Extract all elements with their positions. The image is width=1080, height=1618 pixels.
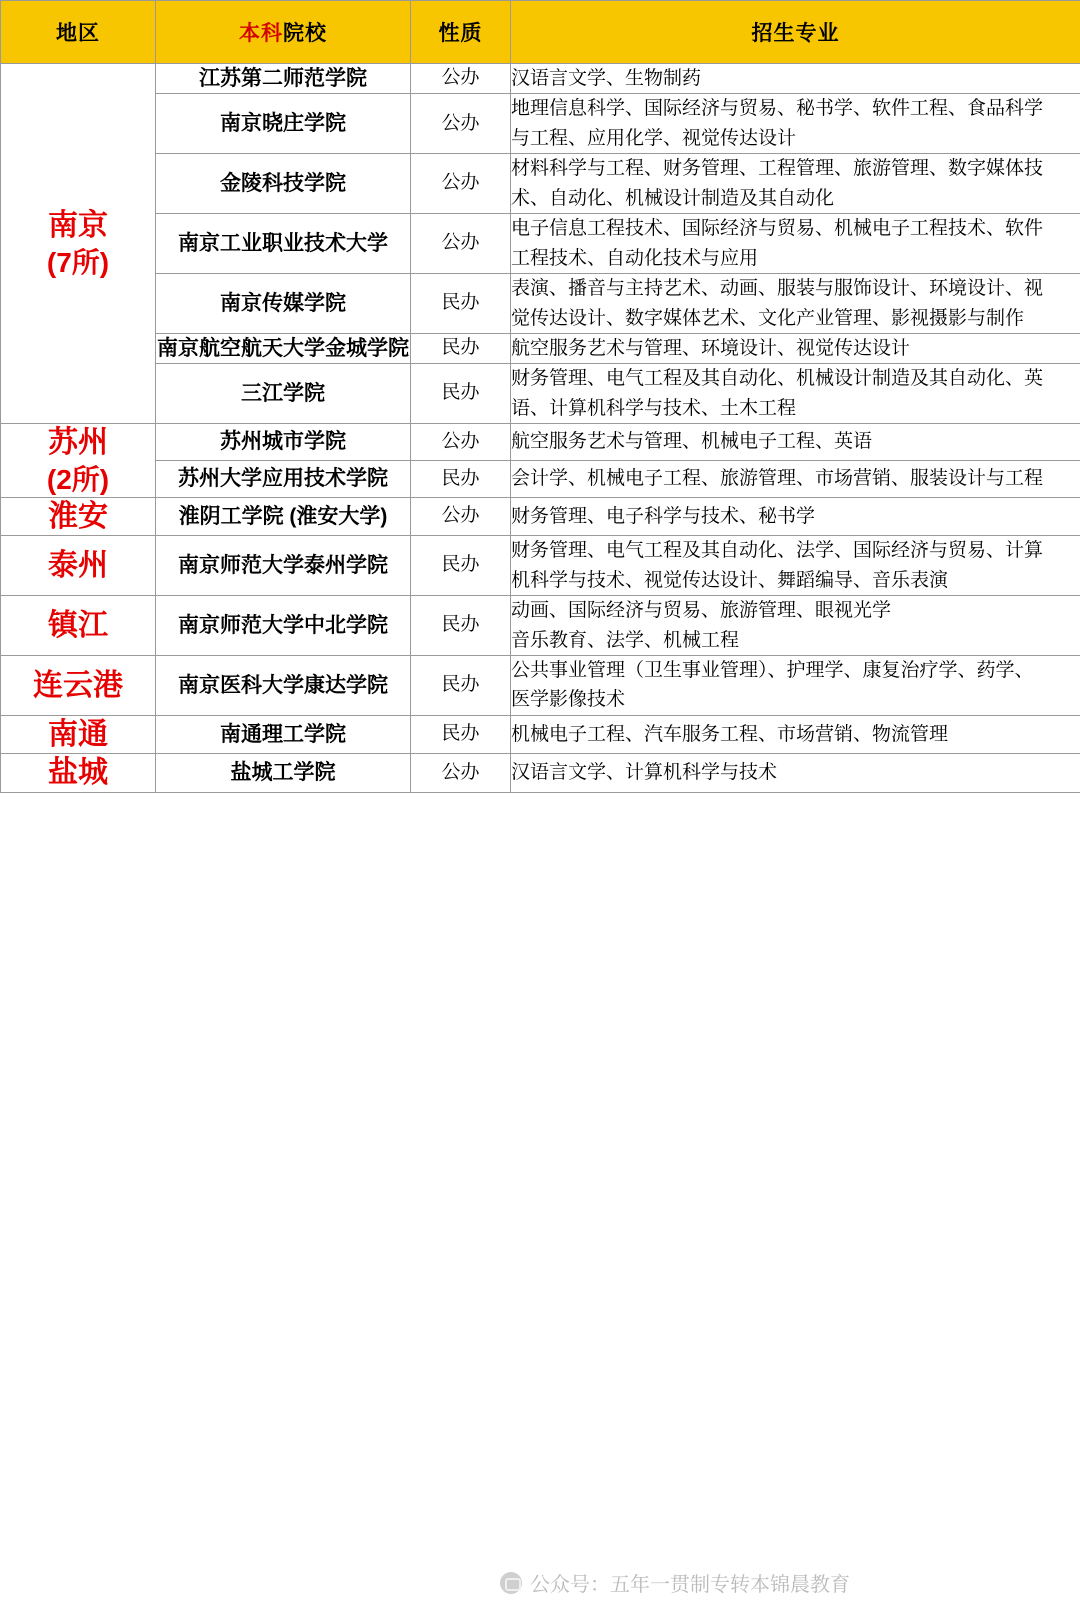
major-cell: [511, 656, 1080, 716]
region-name: 连云港: [33, 668, 123, 702]
table-row: [1, 94, 1080, 154]
column-header-region: 地区: [1, 1, 156, 64]
table-row: [1, 715, 1080, 754]
major-line: 表演、播音与主持艺术、动画、服装与服饰设计、环境设计、视: [511, 278, 1044, 300]
region-cell-nanjing: [1, 64, 156, 424]
major-line: 医学影像技术: [511, 689, 626, 711]
major-line: 公共事业管理（卫生事业管理）、护理学、康复治疗学、药学、: [511, 660, 1034, 681]
major-cell: [511, 214, 1080, 274]
nature-cell: 民办: [411, 715, 511, 754]
nature-cell: 民办: [411, 274, 511, 334]
major-line: 财务管理、电子科学与技术、秘书学: [511, 505, 816, 527]
table-row: [1, 424, 1080, 461]
region-cell-lianyungang: [1, 656, 156, 716]
school-cell: 南京航空航天大学金城学院: [156, 333, 411, 363]
major-cell: [511, 364, 1080, 424]
major-line: 地理信息科学、国际经济与贸易、秘书学、软件工程、食品科学: [511, 98, 1044, 120]
major-cell: [511, 64, 1080, 94]
table-row: [1, 214, 1080, 274]
region-cell-yancheng: [1, 754, 156, 793]
table-row: [1, 656, 1080, 716]
table-row: [1, 64, 1080, 94]
major-line: 电子信息工程技术、国际经济与贸易、机械电子工程技术、软件: [511, 218, 1044, 240]
table-header-row: [1, 1, 1080, 64]
wechat-logo-icon: [500, 1572, 522, 1594]
table-row: [1, 333, 1080, 363]
table-row: [1, 536, 1080, 596]
table-row: [1, 497, 1080, 536]
nature-cell: 民办: [411, 536, 511, 596]
nature-cell: 公办: [411, 497, 511, 536]
major-cell: [511, 715, 1080, 754]
region-name: 南京: [48, 209, 108, 243]
major-line: 术、自动化、机械设计制造及其自动化: [511, 187, 835, 209]
school-cell: 苏州大学应用技术学院: [156, 461, 411, 498]
table-row: [1, 461, 1080, 498]
school-cell: 盐城工学院: [156, 754, 411, 793]
nature-cell: 公办: [411, 754, 511, 793]
region-name: 镇江: [48, 608, 108, 642]
watermark-text: 公众号：五年一贯制专转本锦晨教育: [530, 1574, 850, 1596]
school-cell: 南京晓庄学院: [156, 94, 411, 154]
nature-cell: 公办: [411, 154, 511, 214]
region-count: (7所): [46, 246, 110, 278]
major-cell: [511, 497, 1080, 536]
region-name: 南通: [48, 717, 108, 751]
school-cell: 南京师范大学泰州学院: [156, 536, 411, 596]
major-line: 汉语言文学、计算机科学与技术: [511, 762, 778, 784]
major-cell: [511, 333, 1080, 363]
major-cell: [511, 536, 1080, 596]
region-name: 淮安: [48, 499, 108, 533]
school-cell: [156, 497, 411, 536]
school-name-line: (淮安大学): [289, 504, 388, 528]
major-line: 会计学、机械电子工程、旅游管理、市场营销、服装设计与工程: [511, 468, 1044, 490]
table-header: [1, 1, 1080, 64]
school-cell: 南京师范大学中北学院: [156, 596, 411, 656]
table-body: [1, 64, 1080, 793]
major-line: 觉传达设计、数字媒体艺术、文化产业管理、影视摄影与制作: [511, 307, 1025, 329]
major-line: 航空服务艺术与管理、环境设计、视觉传达设计: [511, 337, 911, 359]
column-header-school-rest: 院校: [283, 22, 327, 45]
major-line: 汉语言文学、生物制药: [511, 68, 702, 89]
nature-cell: 公办: [411, 214, 511, 274]
major-line: 财务管理、电气工程及其自动化、机械设计制造及其自动化、英: [511, 368, 1044, 390]
region-cell-huaian: [1, 497, 156, 536]
nature-cell: 民办: [411, 333, 511, 363]
nature-cell: 公办: [411, 64, 511, 94]
major-line: 动画、国际经济与贸易、旅游管理、眼视光学: [511, 600, 892, 622]
major-cell: [511, 274, 1080, 334]
major-cell: [511, 154, 1080, 214]
table-row: [1, 754, 1080, 793]
region-count: (2所): [46, 463, 110, 495]
table-row: [1, 596, 1080, 656]
school-cell: 南通理工学院: [156, 715, 411, 754]
region-name: 盐城: [48, 756, 108, 790]
major-line: 航空服务艺术与管理、机械电子工程、英语: [511, 431, 873, 453]
school-cell: 南京传媒学院: [156, 274, 411, 334]
nature-cell: 民办: [411, 461, 511, 498]
major-line: 机科学与技术、视觉传达设计、舞蹈编导、音乐表演: [511, 569, 949, 591]
school-name-line: 淮阴工学院: [178, 504, 284, 528]
column-header-nature: 性质: [411, 1, 511, 64]
region-cell-zhenjiang: [1, 596, 156, 656]
region-cell-taizhou: [1, 536, 156, 596]
region-cell-nantong: [1, 715, 156, 754]
major-line: 与工程、应用化学、视觉传达设计: [511, 127, 797, 149]
admissions-table: [0, 0, 1080, 793]
major-cell: [511, 424, 1080, 461]
table-row: [1, 154, 1080, 214]
major-cell: [511, 754, 1080, 793]
nature-cell: 公办: [411, 424, 511, 461]
region-name: 泰州: [48, 548, 108, 582]
major-line: 语、计算机科学与技术、土木工程: [511, 397, 797, 419]
school-cell: 南京医科大学康达学院: [156, 656, 411, 716]
school-cell: 三江学院: [156, 364, 411, 424]
major-cell: [511, 94, 1080, 154]
nature-cell: 民办: [411, 596, 511, 656]
table-row: [1, 364, 1080, 424]
major-line: 工程技术、自动化技术与应用: [511, 247, 759, 269]
major-line: 音乐教育、法学、机械工程: [511, 629, 740, 651]
school-cell: 江苏第二师范学院: [156, 64, 411, 94]
region-name: 苏州: [48, 426, 108, 460]
nature-cell: 民办: [411, 364, 511, 424]
major-line: 财务管理、电气工程及其自动化、法学、国际经济与贸易、计算: [511, 540, 1044, 562]
watermark: [500, 1568, 850, 1597]
school-cell: 南京工业职业技术大学: [156, 214, 411, 274]
column-header-major: 招生专业: [511, 1, 1080, 64]
major-cell: [511, 461, 1080, 498]
nature-cell: 公办: [411, 94, 511, 154]
table-row: [1, 274, 1080, 334]
school-cell: 金陵科技学院: [156, 154, 411, 214]
column-header-school: [156, 1, 411, 64]
major-cell: [511, 596, 1080, 656]
column-header-school-accent: 本科: [239, 22, 283, 45]
nature-cell: 民办: [411, 656, 511, 716]
major-line: 机械电子工程、汽车服务工程、市场营销、物流管理: [511, 723, 949, 745]
region-cell-suzhou: [1, 424, 156, 498]
major-line: 材料科学与工程、财务管理、工程管理、旅游管理、数字媒体技: [511, 158, 1044, 180]
school-cell: 苏州城市学院: [156, 424, 411, 461]
